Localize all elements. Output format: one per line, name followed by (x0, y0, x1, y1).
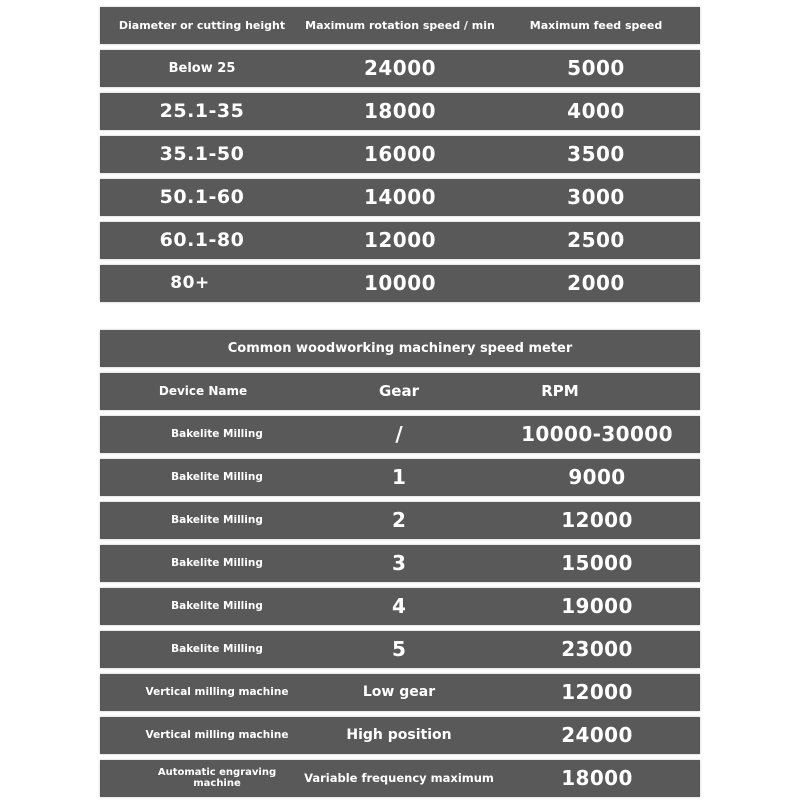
gear-cell: High position (346, 727, 452, 744)
diameter-cell: 50.1-60 (159, 185, 245, 208)
table-row (100, 179, 700, 216)
rpm-cell: 23000 (561, 637, 633, 661)
table-row (100, 588, 700, 625)
table-row (100, 136, 700, 173)
rpm-cell: 12000 (561, 680, 633, 704)
device-name-cell: Bakelite Milling (171, 427, 263, 440)
rotation-speed-cell: 16000 (363, 142, 437, 166)
gear-cell: / (395, 422, 403, 446)
rpm-cell: 10000-30000 (521, 422, 673, 446)
diameter-cell: 80+ (170, 272, 210, 293)
column-header: Device Name (158, 384, 248, 399)
gear-cell: Variable frequency maximum (304, 771, 494, 786)
table-row (100, 717, 700, 754)
rotation-speed-cell: 24000 (363, 56, 437, 80)
table-row (100, 93, 700, 130)
feed-speed-cell: 3500 (567, 142, 625, 166)
column-header: Maximum rotation speed / min (305, 18, 495, 32)
column-header: Gear (378, 381, 419, 400)
table-row (100, 545, 700, 582)
column-header: Maximum feed speed (529, 18, 663, 32)
device-name-cell: Vertical milling machine (145, 685, 289, 698)
feed-speed-cell: 2000 (567, 271, 625, 295)
feed-speed-cell: 5000 (567, 56, 625, 80)
table-header-row (100, 7, 700, 44)
table-row (100, 222, 700, 259)
gear-cell: 2 (392, 508, 406, 532)
gear-cell: 1 (392, 465, 406, 489)
rotation-speed-cell: 12000 (363, 228, 437, 252)
table-row (100, 416, 700, 453)
table-title: Common woodworking machinery speed meter (227, 340, 573, 356)
table-title-row (100, 330, 700, 367)
table-row (100, 760, 700, 797)
column-header: Diameter or cutting height (118, 18, 286, 32)
diameter-cell: Below 25 (168, 60, 236, 76)
table-row (100, 631, 700, 668)
rotation-speed-cell: 10000 (363, 271, 437, 295)
feed-speed-cell: 2500 (567, 228, 625, 252)
rpm-cell: 18000 (561, 766, 633, 790)
gear-cell: Low gear (362, 684, 436, 701)
diameter-cell: 35.1-50 (159, 142, 245, 165)
feed-speed-cell: 4000 (567, 99, 625, 123)
table-row (100, 674, 700, 711)
gear-cell: 4 (392, 594, 406, 618)
device-name-cell: Vertical milling machine (145, 728, 289, 741)
device-name-cell: Bakelite Milling (171, 470, 263, 483)
diameter-cell: 25.1-35 (159, 99, 245, 122)
table-row (100, 459, 700, 496)
feed-speed-cell: 3000 (567, 185, 625, 209)
speed-table (100, 7, 700, 308)
table-row (100, 265, 700, 302)
device-name-cell: Bakelite Milling (171, 513, 263, 526)
rpm-cell: 24000 (561, 723, 633, 747)
rpm-cell: 9000 (568, 465, 626, 489)
table-row (100, 50, 700, 87)
table-header-row (100, 373, 700, 410)
device-name-cell: Bakelite Milling (171, 556, 263, 569)
table-row (100, 502, 700, 539)
device-name-cell: Bakelite Milling (171, 599, 263, 612)
machinery-speed-table (100, 330, 700, 803)
device-name-cell: Bakelite Milling (171, 642, 263, 655)
rpm-cell: 12000 (561, 508, 633, 532)
device-name-cell: Automatic engraving machine (157, 767, 277, 789)
diameter-cell: 60.1-80 (159, 228, 245, 251)
rpm-cell: 19000 (561, 594, 633, 618)
rpm-cell: 15000 (561, 551, 633, 575)
rotation-speed-cell: 18000 (363, 99, 437, 123)
rotation-speed-cell: 14000 (363, 185, 437, 209)
gear-cell: 5 (392, 637, 406, 661)
column-header: RPM (541, 381, 579, 400)
gear-cell: 3 (392, 551, 406, 575)
